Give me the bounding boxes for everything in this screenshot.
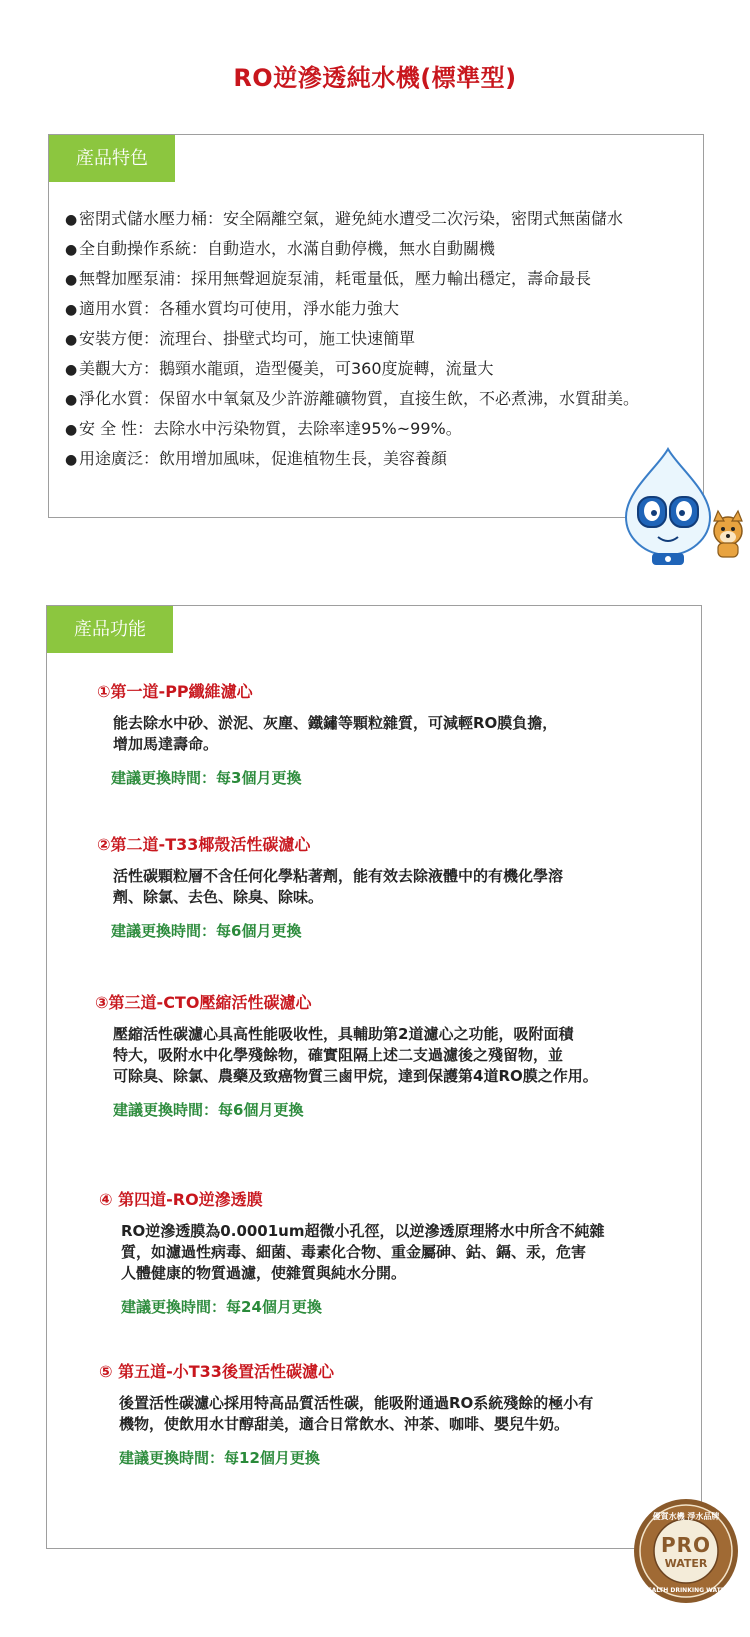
filter-change-interval: 建議更換時間：每3個月更換 bbox=[111, 769, 302, 787]
filter-description bbox=[99, 1221, 750, 1284]
filter-title: ④ 第四道-RO逆滲透膜 bbox=[99, 1190, 263, 1209]
filter-title: ①第一道-PP纖維濾心 bbox=[97, 682, 253, 701]
feature-item bbox=[65, 234, 639, 264]
feature-item-text: 淨化水質：保留水中氧氣及少許游離礦物質，直接生飲，不必煮沸，水質甜美。 bbox=[79, 389, 640, 408]
filter-description bbox=[99, 1393, 750, 1435]
bullet-dot-icon: ● bbox=[65, 422, 78, 438]
feature-item bbox=[65, 354, 639, 384]
filter-title: ③第三道-CTO壓縮活性碳濾心 bbox=[95, 993, 312, 1012]
filter-change-interval: 建議更換時間：每6個月更換 bbox=[113, 1101, 304, 1119]
functions-panel bbox=[46, 605, 702, 1549]
bullet-dot-icon: ● bbox=[65, 332, 78, 348]
filter-section-1 bbox=[97, 681, 750, 789]
filter-description-line: RO逆滲透膜為0.0001um超微小孔徑，以逆滲透原理將水中所含不純雜 bbox=[121, 1222, 605, 1240]
feature-item bbox=[65, 324, 639, 354]
feature-item-text: 用途廣泛：飲用增加風味，促進植物生長，美容養顏 bbox=[79, 449, 448, 468]
filter-change-interval: 建議更換時間：每12個月更換 bbox=[119, 1449, 320, 1467]
filter-description-line: 機物，使飲用水甘醇甜美，適合日常飲水、沖茶、咖啡、嬰兒牛奶。 bbox=[119, 1415, 570, 1433]
feature-item bbox=[65, 444, 639, 474]
filter-description bbox=[97, 713, 750, 755]
functions-tab: 產品功能 bbox=[47, 606, 173, 653]
filter-section-4 bbox=[99, 1189, 750, 1318]
bullet-dot-icon: ● bbox=[65, 302, 78, 318]
filter-change-interval: 建議更換時間：每24個月更換 bbox=[121, 1298, 322, 1316]
features-list bbox=[65, 204, 639, 474]
feature-item bbox=[65, 414, 639, 444]
bullet-dot-icon: ● bbox=[65, 272, 78, 288]
badge-top-text: 優質水機 淨水品牌 bbox=[652, 1512, 720, 1521]
features-panel bbox=[48, 134, 704, 518]
pro-water-badge-icon bbox=[632, 1497, 740, 1605]
filter-section-2 bbox=[97, 834, 750, 942]
feature-item-text: 安裝方便：流理台、掛壁式均可，施工快速簡單 bbox=[79, 329, 416, 348]
feature-item bbox=[65, 204, 639, 234]
feature-item bbox=[65, 384, 639, 414]
filter-title: ②第二道-T33椰殼活性碳濾心 bbox=[97, 835, 311, 854]
bullet-dot-icon: ● bbox=[65, 242, 78, 258]
filter-description-line: 能去除水中砂、淤泥、灰塵、鐵鏽等顆粒雜質，可減輕RO膜負擔， bbox=[113, 714, 558, 732]
page-title: RO逆滲透純水機(標準型) bbox=[233, 64, 517, 92]
feature-item-text: 美觀大方：鵝頸水龍頭，造型優美，可360度旋轉，流量大 bbox=[79, 359, 494, 378]
feature-item-text: 安 全 性：去除水中污染物質，去除率達95%~99%。 bbox=[79, 419, 462, 438]
bullet-dot-icon: ● bbox=[65, 392, 78, 408]
filter-description bbox=[97, 866, 750, 908]
filter-description-line: 壓縮活性碳濾心具高性能吸收性，具輔助第2道濾心之功能，吸附面積 bbox=[113, 1025, 574, 1043]
feature-item-text: 適用水質：各種水質均可使用，淨水能力強大 bbox=[79, 299, 400, 318]
badge-brand-line1: PRO bbox=[660, 1533, 712, 1557]
filter-description-line: 增加馬達壽命。 bbox=[113, 735, 219, 753]
feature-item-text: 無聲加壓泵浦：採用無聲迴旋泵浦，耗電量低，壓力輸出穩定，壽命最長 bbox=[79, 269, 592, 288]
bullet-dot-icon: ● bbox=[65, 212, 78, 228]
filter-description-line: 可除臭、除氯、農藥及致癌物質三鹵甲烷，達到保護第4道RO膜之作用。 bbox=[113, 1067, 598, 1085]
badge-brand-line2: WATER bbox=[664, 1557, 708, 1570]
feature-item bbox=[65, 264, 639, 294]
feature-item bbox=[65, 294, 639, 324]
filter-change-interval: 建議更換時間：每6個月更換 bbox=[111, 922, 302, 940]
filter-section-3 bbox=[95, 992, 749, 1121]
bullet-dot-icon: ● bbox=[65, 452, 78, 468]
feature-item-text: 密閉式儲水壓力桶：安全隔離空氣，避免純水遭受二次污染，密閉式無菌儲水 bbox=[79, 209, 624, 228]
filter-description-line: 後置活性碳濾心採用特高品質活性碳，能吸附通過RO系統殘餘的極小有 bbox=[119, 1394, 594, 1412]
water-drop-mascot-icon bbox=[618, 447, 750, 569]
features-tab: 產品特色 bbox=[49, 135, 175, 182]
filter-description-line: 劑、除氯、去色、除臭、除味。 bbox=[113, 888, 324, 906]
badge-ring-text: HEALTH DRINKING WATER bbox=[642, 1587, 730, 1594]
feature-item-text: 全自動操作系統：自動造水，水滿自動停機，無水自動關機 bbox=[79, 239, 496, 258]
filter-description-line: 人體健康的物質過濾，使雜質與純水分開。 bbox=[121, 1264, 407, 1282]
filter-description-line: 質，如濾過性病毒、細菌、毒素化合物、重金屬砷、鈷、鎘、汞，危害 bbox=[121, 1243, 587, 1261]
filter-description-line: 特大，吸附水中化學殘餘物，確實阻隔上述二支過濾後之殘留物，並 bbox=[113, 1046, 564, 1064]
filter-description bbox=[95, 1024, 749, 1087]
filter-title: ⑤ 第五道-小T33後置活性碳濾心 bbox=[99, 1362, 334, 1381]
filter-description-line: 活性碳顆粒層不含任何化學粘著劑，能有效去除液體中的有機化學溶 bbox=[113, 867, 564, 885]
bullet-dot-icon: ● bbox=[65, 362, 78, 378]
filter-section-5 bbox=[99, 1361, 750, 1469]
